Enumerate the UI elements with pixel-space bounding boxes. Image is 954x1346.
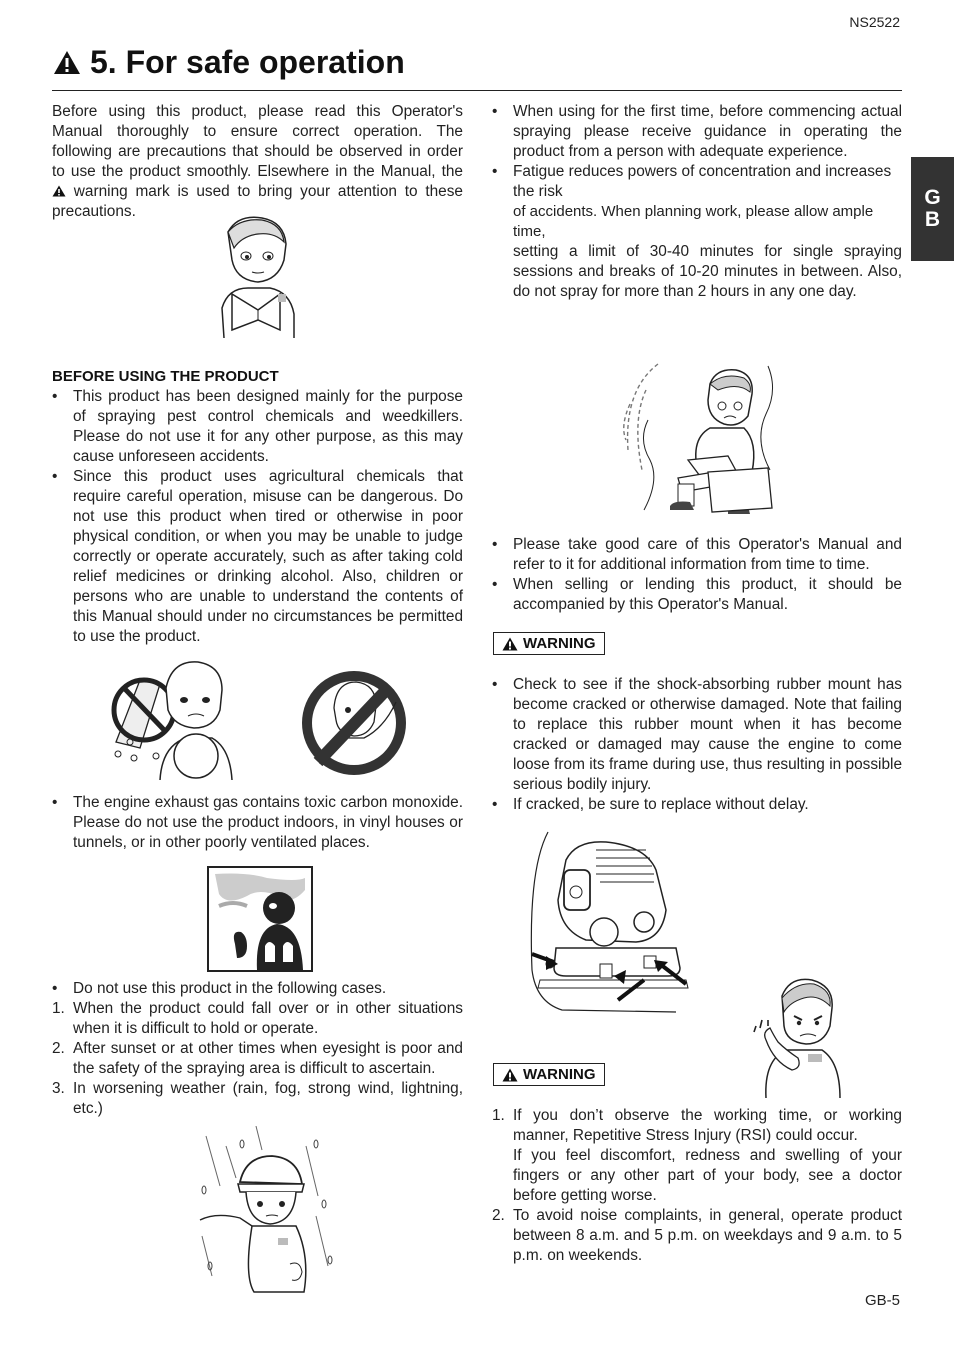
title-divider [52,90,902,91]
warning-mark-icon [52,185,66,197]
list-item: • Fatigue reduces powers of concentration and increases the risk of accidents. When planning work, please allow ample time, setting a limit of 30-40 minutes for single spraying sessions and breaks of 10-20 minutes in between. Also, do not spray for more than 2 hours in any one day. [492,163,902,300]
intro-paragraph [52,102,463,222]
exhaust-section [52,793,463,853]
first-use-section [492,102,902,302]
list-item: • If cracked, be sure to replace without delay. [492,796,809,813]
intro-text-b: warning mark is used to bring your attention to these precautions. [52,183,463,220]
list-item: • Since this product uses agricultural chemicals that require careful operation, misuse can be dangerous. Do not use this product when tired or otherwise in poor physical condition, or when you may be unable to judge correctly or operate accurately, such as after taking cold relief medicines or drinking alcohol. Also, children or persons who are unable to understand the contents of this Manual should under no circumstances be permitted to use the product. [52,468,463,645]
rsi-pain-illustration [752,976,842,1100]
language-tab-letter-1: G [924,186,941,209]
page-title-text: 5. For safe operation [90,44,405,80]
page-title [52,44,405,81]
intro-text-a: Before using this product, please read this Operator's Manual thoroughly to ensure correct operation. The following are precautions that should be observed in order to use the product smoothly. Elsewhere in the Manual, the [52,103,463,180]
not-use-section [52,979,463,1119]
rsi-item: 2. To avoid noise complaints, in general, operate product between 8 a.m. and 5 p.m. on weekdays and 9 a.m. to 5 p.m. on weekends. [492,1207,902,1264]
list-item: • When selling or lending this product, it should be accompanied by this Operator's Manual. [492,576,902,613]
list-item: • Please take good care of this Operator's Manual and refer to it for additional information from time to time. [492,536,902,573]
tired-person-illustration [618,360,780,522]
warning-label [493,632,605,655]
list-item: • Check to see if the shock-absorbing rubber mount has become cracked or otherwise damaged. Note that failing to replace this rubber mount when it has become cracked or damaged may cause the engine to come loose from its frame during use, thus resulting in possible serious bodily injury. [492,676,902,793]
bad-weather-illustration [196,1126,338,1294]
fatigue-line-2: of accidents. When planning work, please allow ample time, [513,203,874,240]
warning-triangle-icon [502,637,518,651]
page-number: GB-5 [864,1292,900,1309]
rubber-mount-section [492,675,902,815]
rsi-section [492,1106,902,1266]
list-item: • Do not use this product in the following cases. [52,980,387,997]
no-children-illustration [298,668,410,778]
language-tab [911,157,954,261]
warning-triangle-icon [52,49,82,76]
warning-triangle-icon [502,1068,518,1082]
reading-manual-illustration [218,214,298,340]
engine-rubber-mount-illustration [526,830,694,1016]
list-item: • When using for the first time, before commencing actual spraying please receive guidance in operating the product from a person with adequate experience. [492,103,902,160]
section-heading: BEFORE USING THE PRODUCT [52,368,279,385]
list-item: • The engine exhaust gas contains toxic carbon monoxide. Please do not use the product indoors, in vinyl houses or tunnels, or in other poorly ventilated places. [52,794,463,851]
manual-care-section [492,535,902,615]
warning-label-text: WARNING [523,635,596,652]
no-alcohol-illustration [110,658,242,782]
language-tab-letter-2: B [924,208,941,231]
before-use-section [52,367,463,647]
rsi-item: 1. If you don’t observe the working time, or working manner, Repetitive Stress Injury (RSI) could occur. If you feel discomfort, redness and swelling of your fingers or any other part of your body, see a doctor before getting worse. [492,1107,902,1204]
case-item: 3. In worsening weather (rain, fog, strong wind, lightning, etc.) [52,1080,463,1117]
toxic-exhaust-illustration [207,866,313,972]
case-item: 1. When the product could fall over or in other situations when it is difficult to hold or operate. [52,1000,463,1037]
list-item: • This product has been designed mainly for the purpose of spraying pest control chemicals and weedkillers. Please do not use it for any other purpose, as this may cause unforeseen accidents. [52,388,463,465]
fatigue-line-1: Fatigue reduces powers of concentration and increases the risk [513,163,892,200]
warning-label-text: WARNING [523,1066,596,1083]
document-code: NS2522 [849,14,900,30]
case-item: 2. After sunset or at other times when eyesight is poor and the safety of the spraying area is difficult to ascertain. [52,1040,463,1077]
warning-label-2 [493,1063,605,1086]
fatigue-line-3: setting a limit of 30-40 minutes for single spraying sessions and breaks of 10-20 minutes in between. Also, do not spray for more than 2 hours in any one day. [513,243,902,300]
